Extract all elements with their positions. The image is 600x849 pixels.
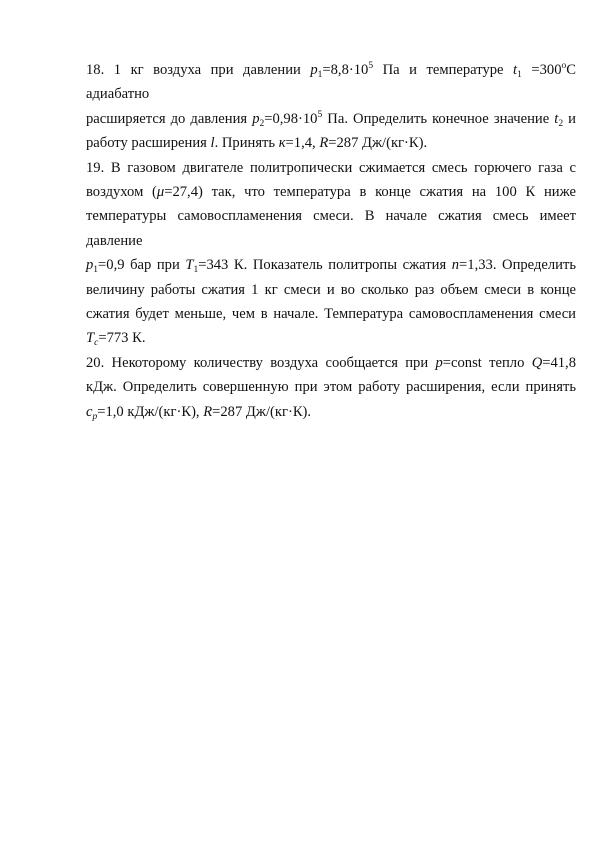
text-run: =287 Дж/(кг·К). [212, 403, 312, 420]
text-run: =27,4) так, что температура в конце сжатия на 100 К ниже [164, 184, 576, 201]
text-line [86, 351, 576, 375]
superscript: 5 [317, 109, 323, 120]
text-run: Па и температуре [373, 62, 514, 78]
math-symbol: Q [531, 354, 543, 371]
math-symbol: t [513, 62, 518, 78]
math-symbol: R [203, 403, 213, 420]
text-run: 19. В газовом двигателе политропически сжимается смесь горючего газа с [86, 159, 576, 176]
subscript: 1 [517, 70, 522, 80]
text-run: =1,33. Определить [459, 257, 576, 274]
text-line [86, 58, 576, 107]
text-run: 18. 1 кг воздуха при давлении [86, 62, 311, 78]
text-run: =1,4, [285, 135, 320, 152]
text-line [86, 302, 576, 326]
text-line [86, 278, 576, 302]
text-run: =287 Дж/(кг·К). [328, 135, 428, 152]
text-run: кДж. Определить совершенную при этом работу расширения, если принять [86, 379, 576, 396]
math-symbol: p [310, 62, 318, 78]
text-run: расширяется до давления [86, 110, 253, 127]
problem-20 [86, 351, 576, 424]
text-line [86, 156, 576, 180]
math-symbol: c [86, 403, 93, 420]
text-run: =8,8·10 [322, 62, 369, 78]
superscript: 5 [368, 61, 374, 71]
text-line [86, 204, 576, 253]
math-symbol: t [554, 110, 559, 127]
problem-18 [86, 58, 576, 156]
text-run: =300 [521, 62, 562, 78]
text-line [86, 375, 576, 399]
math-symbol: p [252, 110, 260, 127]
text-run: температуры самовоспламенения смеси. В начале сжатия смесь имеет давление [86, 208, 576, 249]
subscript: 1 [317, 70, 323, 80]
document-page [86, 58, 576, 424]
text-run: =1,0 кДж/(кг·К), [97, 403, 204, 420]
math-symbol: p [435, 354, 443, 371]
text-run: =343 К. Показатель политропы сжатия [198, 257, 452, 274]
math-symbol: p [86, 257, 94, 274]
text-run: =0,9 бар при [98, 257, 186, 274]
text-run: . Принять [214, 135, 279, 152]
math-symbol: R [319, 135, 329, 152]
subscript: 1 [193, 265, 199, 276]
text-line [86, 326, 576, 350]
text-line [86, 400, 576, 424]
text-run: =773 К. [98, 330, 146, 347]
text-run: сжатия будет меньше, чем в начале. Температура самовоспламенения смеси [86, 306, 576, 323]
text-run: =const тепло [442, 354, 532, 371]
text-run: и [563, 110, 576, 127]
math-symbol: n [451, 257, 460, 274]
text-run: =41,8 [542, 354, 577, 371]
subscript: p [92, 411, 98, 422]
text-run: Па. Определить конечное значение [322, 110, 555, 127]
problem-19 [86, 156, 576, 351]
math-symbol: к [278, 135, 286, 152]
text-run: =0,98·10 [264, 110, 318, 127]
subscript: 2 [558, 118, 564, 129]
math-symbol: T [185, 257, 194, 274]
subscript: c [94, 338, 99, 349]
subscript: 1 [93, 265, 99, 276]
text-run: воздухом ( [86, 184, 157, 201]
math-symbol: μ [156, 184, 165, 201]
text-line [86, 131, 576, 155]
superscript: o [561, 61, 567, 71]
math-symbol: T [86, 330, 95, 347]
text-line [86, 180, 576, 204]
text-run: С адиабатно [86, 62, 576, 103]
text-run: работу расширения [86, 135, 211, 152]
text-line [86, 253, 576, 277]
text-run: величину работы сжатия 1 кг смеси и во сколько раз объем смеси в конце [86, 281, 576, 298]
math-symbol: l [210, 135, 215, 152]
text-run: 20. Некоторому количеству воздуха сообщается при [86, 354, 436, 371]
text-line [86, 107, 576, 131]
subscript: 2 [259, 118, 265, 129]
